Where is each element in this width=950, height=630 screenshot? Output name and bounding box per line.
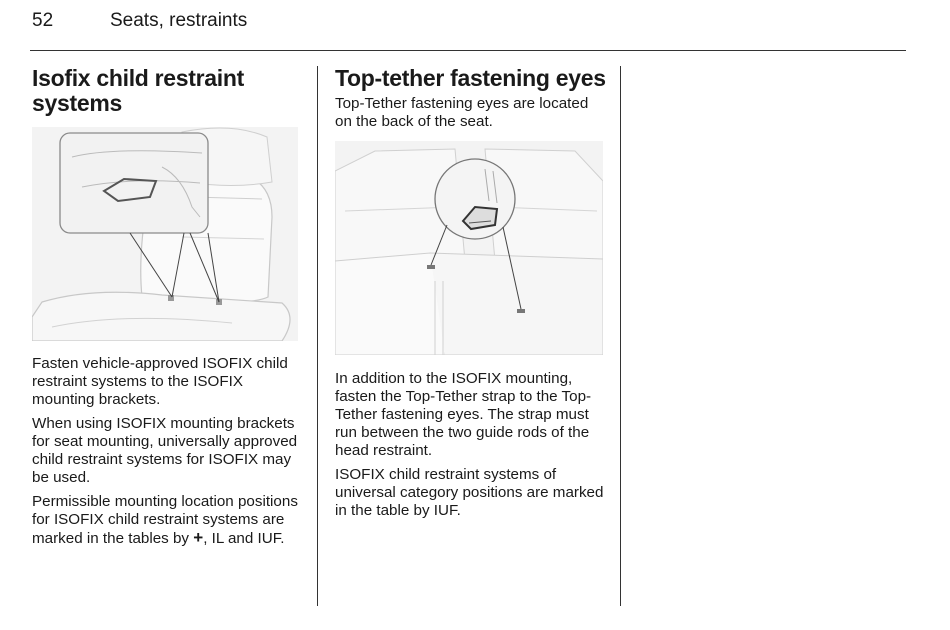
column-divider-right — [620, 66, 621, 606]
isofix-paragraph-3 — [32, 493, 304, 548]
column-divider-left — [317, 66, 318, 606]
isofix-text — [32, 355, 304, 548]
isofix-paragraph-1: Fasten vehicle-approved ISOFIX child restraint systems to the ISOFIX mounting brackets. — [32, 355, 288, 408]
page-number: 52 — [32, 10, 54, 31]
top-tether-column — [335, 66, 607, 526]
top-tether-heading: Top-tether fastening eyes — [335, 65, 606, 91]
top-tether-paragraph-1: In addition to the ISOFIX mounting, fasten the Top-Tether strap to the Top-Tether fastening eyes. The strap must run between the two guide rods of the head restraint. — [335, 370, 592, 459]
plus-symbol-icon: + — [193, 528, 204, 547]
isofix-illustration — [32, 127, 298, 341]
isofix-paragraph-2: When using ISOFIX mounting brackets for seat mounting, universally approved child restraint systems for ISOFIX may be used. — [32, 415, 298, 486]
isofix-paragraph-3-start: Permissible mounting location positions for ISOFIX child restraint systems are marked in the tables by — [32, 493, 298, 547]
top-tether-illustration — [335, 141, 603, 355]
isofix-column — [32, 66, 304, 554]
top-tether-text — [335, 370, 607, 520]
top-tether-intro: Top-Tether fastening eyes are located on the back of the seat. — [335, 95, 589, 130]
isofix-paragraph-3-end: , IL and IUF. — [203, 530, 285, 547]
top-tether-paragraph-2: ISOFIX child restraint systems of universal category positions are marked in the table by IUF. — [335, 466, 604, 519]
isofix-heading: Isofix child restraint systems — [32, 65, 244, 116]
header-rule — [30, 50, 906, 51]
section-title: Seats, restraints — [110, 10, 248, 31]
